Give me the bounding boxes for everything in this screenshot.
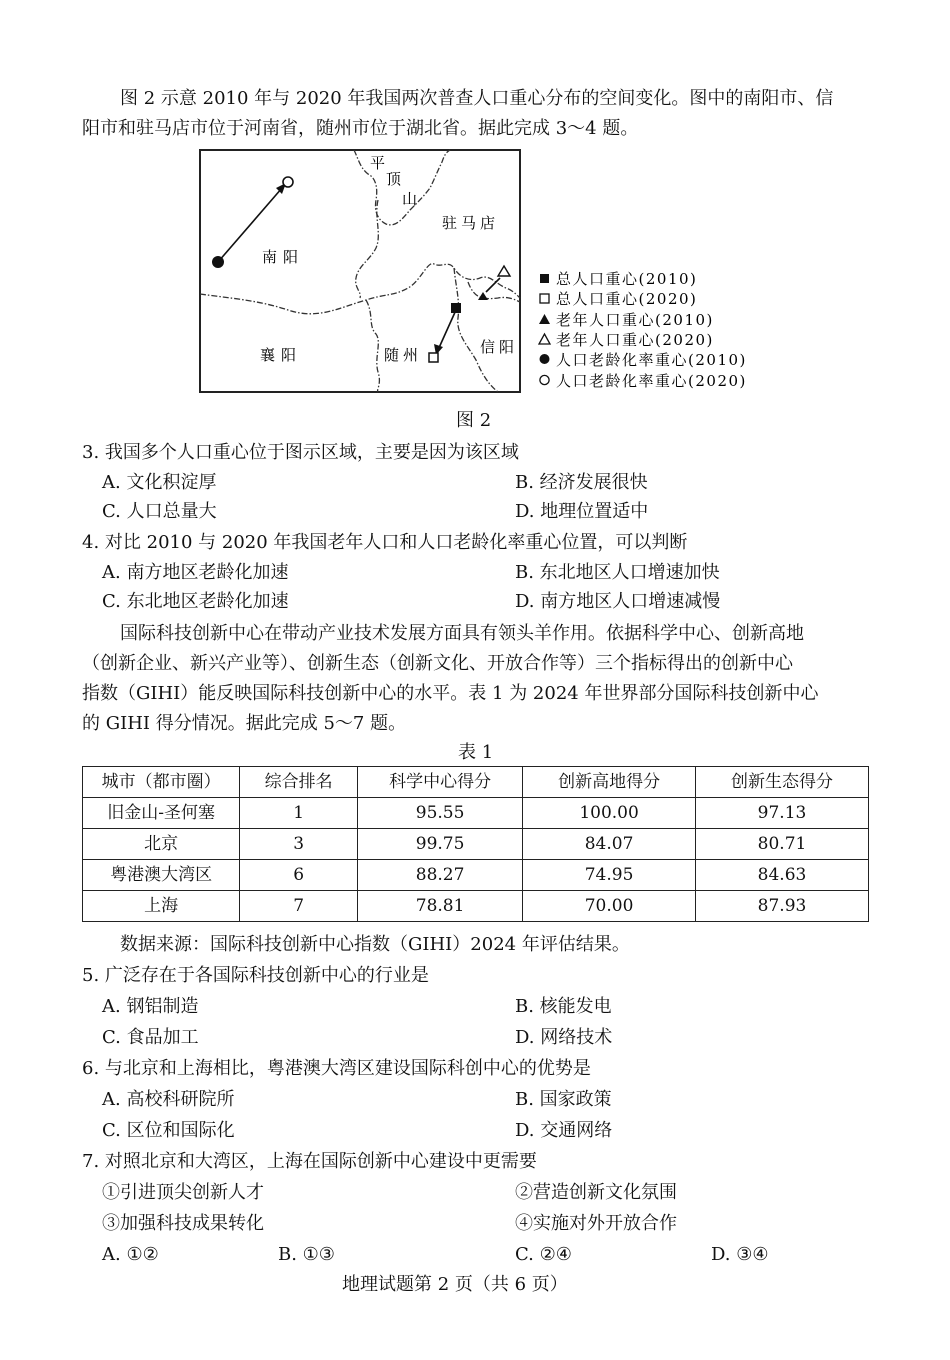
q3-option-a[interactable]: A. 文化积淀厚 — [102, 472, 217, 493]
table-cell: 粤港澳大湾区 — [83, 860, 240, 891]
table-row — [83, 860, 869, 891]
table-source: 数据来源：国际科技创新中心指数（GIHI）2024 年评估结果。 — [120, 934, 630, 955]
table-cell: 99.75 — [358, 829, 523, 860]
boundary-nanyang-zhumadian — [356, 200, 379, 298]
q3-stem: 3. 我国多个人口重心位于图示区域，主要是因为该区域 — [82, 442, 519, 463]
q4-option-c[interactable]: C. 东北地区老龄化加速 — [102, 591, 289, 612]
legend-icon-elderly-2010 — [539, 314, 550, 324]
table-cell: 95.55 — [358, 798, 523, 829]
table-cell: 84.07 — [523, 829, 696, 860]
marker-total-2010 — [451, 303, 461, 313]
place-ping: 平 — [370, 154, 386, 172]
place-suizhou: 随州 — [384, 346, 423, 364]
table-cell: 74.95 — [523, 860, 696, 891]
q3-option-b[interactable]: B. 经济发展很快 — [515, 472, 648, 493]
q5-option-b[interactable]: B. 核能发电 — [515, 996, 612, 1017]
table-cell: 100.00 — [523, 798, 696, 829]
q6-option-a[interactable]: A. 高校科研院所 — [102, 1089, 235, 1110]
intro1-line2: 阳市和驻马店市位于河南省，随州市位于湖北省。据此完成 3～4 题。 — [82, 118, 639, 139]
arrow-total-pop — [438, 310, 456, 350]
figure-caption: 图 2 — [456, 410, 492, 431]
intro1-line1: 图 2 示意 2010 年与 2020 年我国两次普查人口重心分布的空间变化。图中的南阳市、信 — [120, 88, 834, 109]
table-header-innovation: 创新高地得分 — [523, 767, 696, 798]
q3-option-c[interactable]: C. 人口总量大 — [102, 501, 217, 522]
q4-stem: 4. 对比 2010 与 2020 年我国老年人口和人口老龄化率重心位置，可以判断 — [82, 532, 688, 553]
table-cell: 80.71 — [696, 829, 869, 860]
q7-option-b[interactable]: B. ①③ — [278, 1244, 335, 1265]
table-cell: 上海 — [83, 891, 240, 922]
boundary-province — [200, 264, 520, 314]
legend-icon-aging-2010 — [540, 354, 550, 364]
q5-stem: 5. 广泛存在于各国际科技创新中心的行业是 — [82, 965, 429, 986]
table-cell: 70.00 — [523, 891, 696, 922]
q6-option-c[interactable]: C. 区位和国际化 — [102, 1120, 235, 1141]
q6-option-b[interactable]: B. 国家政策 — [515, 1089, 612, 1110]
q7-stem: 7. 对照北京和大湾区，上海在国际创新中心建设中更需要 — [82, 1151, 537, 1172]
table-cell: 97.13 — [696, 798, 869, 829]
q3-option-d[interactable]: D. 地理位置适中 — [515, 501, 649, 522]
legend-elderly-2010: 老年人口重心(2010) — [556, 311, 714, 329]
table-cell: 北京 — [83, 829, 240, 860]
table-cell: 旧金山-圣何塞 — [83, 798, 240, 829]
table-cell: 84.63 — [696, 860, 869, 891]
table-cell: 3 — [240, 829, 358, 860]
legend-icon-total-2010 — [540, 274, 549, 283]
q6-stem: 6. 与北京和上海相比，粤港澳大湾区建设国际科创中心的优势是 — [82, 1058, 591, 1079]
q7-statement-3: ③加强科技成果转化 — [102, 1213, 264, 1234]
legend-elderly-2020: 老年人口重心(2020) — [556, 331, 714, 349]
legend-aging-2010: 人口老龄化率重心(2010) — [556, 351, 747, 369]
figure-2-map — [198, 148, 758, 394]
table-header-row — [83, 767, 869, 798]
map-legend — [539, 270, 747, 390]
marker-aging-rate-2020 — [283, 177, 293, 187]
marker-elderly-2010 — [478, 292, 488, 300]
table-row — [83, 829, 869, 860]
q6-option-d[interactable]: D. 交通网络 — [515, 1120, 613, 1141]
table-header-ecology: 创新生态得分 — [696, 767, 869, 798]
place-zhumadian: 驻马店 — [442, 214, 500, 232]
table-cell: 6 — [240, 860, 358, 891]
boundary-xiangyang-suizhou — [366, 300, 379, 392]
table-header-city: 城市（都市圈） — [83, 767, 240, 798]
q7-option-a[interactable]: A. ①② — [102, 1244, 159, 1265]
legend-icon-total-2020 — [540, 294, 549, 303]
table-cell: 7 — [240, 891, 358, 922]
map-frame — [200, 150, 520, 392]
q7-option-d[interactable]: D. ③④ — [711, 1244, 769, 1265]
intro2-line4: 的 GIHI 得分情况。据此完成 5～7 题。 — [82, 713, 407, 734]
q4-option-d[interactable]: D. 南方地区人口增速减慢 — [515, 591, 721, 612]
table-cell: 88.27 — [358, 860, 523, 891]
legend-icon-elderly-2020 — [539, 334, 550, 344]
q7-statement-2: ②营造创新文化氛围 — [515, 1182, 677, 1203]
gihi-table — [82, 766, 869, 922]
table-row — [83, 891, 869, 922]
q7-statement-1: ①引进顶尖创新人才 — [102, 1182, 264, 1203]
q5-option-d[interactable]: D. 网络技术 — [515, 1027, 613, 1048]
legend-total-2020: 总人口重心(2020) — [556, 290, 698, 308]
page-footer: 地理试题第 2 页（共 6 页） — [342, 1274, 568, 1295]
table-header-rank: 综合排名 — [240, 767, 358, 798]
marker-elderly-2020 — [498, 266, 510, 276]
table-cell: 87.93 — [696, 891, 869, 922]
place-nanyang: 南阳 — [262, 248, 305, 266]
table-cell: 78.81 — [358, 891, 523, 922]
table-cell: 1 — [240, 798, 358, 829]
table-caption: 表 1 — [458, 742, 494, 763]
table-row — [83, 798, 869, 829]
q5-option-c[interactable]: C. 食品加工 — [102, 1027, 199, 1048]
place-shan: 山 — [402, 190, 418, 208]
intro2-line3: 指数（GIHI）能反映国际科技创新中心的水平。表 1 为 2024 年世界部分国际科技创新中心 — [82, 683, 819, 704]
legend-aging-2020: 人口老龄化率重心(2020) — [556, 372, 747, 390]
q5-option-a[interactable]: A. 钢铝制造 — [102, 996, 199, 1017]
legend-total-2010: 总人口重心(2010) — [556, 270, 698, 288]
legend-icon-aging-2020 — [540, 375, 549, 384]
intro2-line1: 国际科技创新中心在带动产业技术发展方面具有领头羊作用。依据科学中心、创新高地 — [120, 623, 804, 644]
q7-statement-4: ④实施对外开放合作 — [515, 1213, 677, 1234]
q4-option-a[interactable]: A. 南方地区老龄化加速 — [102, 562, 289, 583]
marker-aging-rate-2010 — [212, 256, 224, 268]
place-xiangyang: 襄阳 — [260, 346, 303, 364]
q7-option-c[interactable]: C. ②④ — [515, 1244, 572, 1265]
marker-total-2020 — [429, 353, 438, 362]
table-header-science: 科学中心得分 — [358, 767, 523, 798]
intro2-line2: （创新企业、新兴产业等）、创新生态（创新文化、开放合作等）三个指标得出的创新中心 — [82, 653, 793, 674]
boundary-pingdingshan — [354, 150, 450, 225]
q4-option-b[interactable]: B. 东北地区人口增速加快 — [515, 562, 720, 583]
place-ding: 顶 — [386, 170, 402, 188]
place-xinyang: 信阳 — [480, 338, 519, 356]
